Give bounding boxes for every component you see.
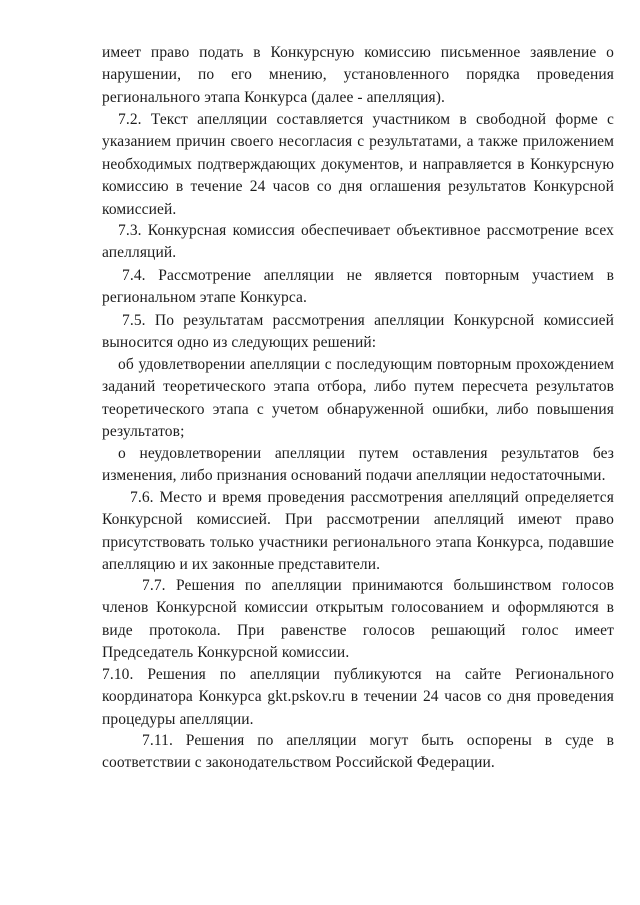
paragraph-7-2: 7.2. Текст апелляции составляется участником в свободной форме с указанием причин своего несогласия с результатами, а также приложением необходимых подтверждающих документов, и направляется в Конкурсную комиссию в течение 24 часов со дня оглашения результатов Конкурсной комиссией.: [102, 111, 614, 218]
paragraph-intro: имеет право подать в Конкурсную комиссию письменное заявление о нарушении, по его мнению, установленного порядка проведения регионального этапа Конкурса (далее - апелляция).: [102, 44, 614, 106]
paragraph-7-5: 7.5. По результатам рассмотрения апелляции Конкурсной комиссией выносится одно из следующих решений:: [102, 312, 614, 352]
paragraph-7-4: 7.4. Рассмотрение апелляции не является повторным участием в региональном этапе Конкурса.: [102, 267, 614, 307]
paragraph-7-3: 7.3. Конкурсная комиссия обеспечивает объективное рассмотрение всех апелляций.: [102, 222, 614, 262]
paragraph-7-11: 7.11. Решения по апелляции могут быть оспорены в суде в соответствии с законодательством Российской Федерации.: [102, 732, 614, 772]
paragraph-7-7: 7.7. Решения по апелляции принимаются большинством голосов членов Конкурсной комиссии открытым голосованием и оформляются в виде протокола. При равенстве голосов решающий голос имеет Председатель Конкурсной комиссии.: [102, 577, 614, 662]
paragraph-7-10: 7.10. Решения по апелляции публикуются на сайте Регионального координатора Конкурса gkt.pskov.ru в течении 24 часов со дня проведения процедуры апелляции.: [102, 666, 614, 728]
paragraph-7-5-option-a: об удовлетворении апелляции с последующим повторным прохождением заданий теоретического этапа отбора, либо путем пересчета результатов теоретического этапа с учетом обнаруженной ошибки, либо повышения результатов;: [102, 356, 614, 441]
paragraph-7-6: 7.6. Место и время проведения рассмотрения апелляций определяется Конкурсной комиссией. При рассмотрении апелляций имеют право присутствовать только участники регионального этапа Конкурса, подавшие апелляцию и их законные представители.: [102, 489, 614, 574]
paragraph-7-5-option-b: о неудовлетворении апелляции путем оставления результатов без изменения, либо признания оснований подачи апелляции недостаточными.: [102, 445, 614, 485]
